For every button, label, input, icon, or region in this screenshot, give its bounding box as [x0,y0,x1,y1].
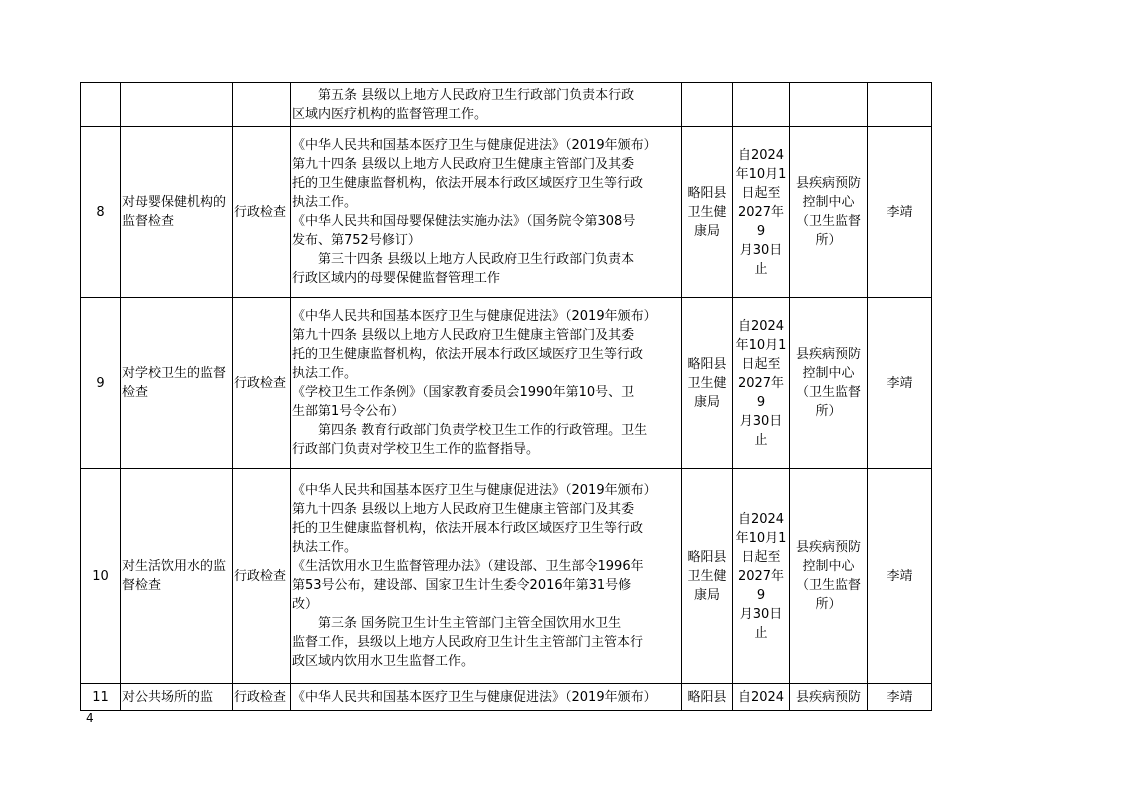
item-number-cell [81,469,121,684]
period-line: 年10月1 [735,530,787,546]
table-body [81,83,932,711]
item-number: 9 [96,375,105,391]
agency-line: 康局 [693,394,720,410]
legal-basis-line: 行政部门负责对学校卫生工作的监督指导。 [292,442,540,457]
period-line: 自2024 [737,318,785,334]
page-number: 4 [86,711,94,725]
legal-basis-line: 托的卫生健康监督机构，依法开展本行政区域医疗卫生等行政 [292,176,644,191]
item-name-cell [121,127,233,298]
period-line: 月30日 [739,606,783,622]
item-name-cell [121,83,233,127]
period-cell [733,298,790,469]
period-line: 自2024 [737,511,785,527]
item-number: 8 [96,204,105,220]
legal-basis-line: 执法工作。 [292,195,358,210]
legal-basis-line: 《中华人民共和国基本医疗卫生与健康促进法》（2019年颁布） [292,483,657,498]
legal-basis-line: 执法工作。 [292,540,358,555]
agency-line: 略阳县 [687,689,727,705]
legal-basis-line: 《中华人民共和国基本医疗卫生与健康促进法》（2019年颁布） [292,309,657,324]
legal-basis-line: 《生活饮用水卫生监督管理办法》（建设部、卫生部令1996年 [292,559,644,574]
responsible-person: 李靖 [886,689,913,705]
agency-cell [682,127,733,298]
legal-basis-line: 区域内医疗机构的监督管理工作。 [292,106,488,122]
period-line: 年10月1 [735,337,787,353]
legal-basis-line: 生部第1号令公布） [292,404,405,419]
agency-line: 略阳县 [687,356,727,372]
period-line: 止 [754,625,768,641]
period-line: 2027年9 [737,375,785,410]
legal-basis-cell [291,684,682,711]
legal-basis-line: 监督工作，县级以上地方人民政府卫生计生主管部门主管本行 [292,635,644,650]
period-cell [733,83,790,127]
inspection-category: 行政检查 [234,204,287,220]
legal-basis-line: 政区域内饮用水卫生监督工作。 [292,654,475,669]
item-name: 对生活饮用水的监督检查 [122,559,227,593]
inspection-items-table [80,82,932,711]
unit-cell [790,684,868,711]
legal-basis-line: 第三条 国务院卫生计生主管部门主管全国饮用水卫生 [318,616,622,631]
inspection-category-cell [233,298,291,469]
item-number: 10 [92,568,109,584]
period-line: 月30日 [739,242,783,258]
period-line: 自2024 [737,147,785,163]
agency-cell [682,469,733,684]
responsible-person-cell [868,684,932,711]
agency-line: 康局 [693,587,720,603]
period-line: 止 [754,432,768,448]
legal-basis-line: 《中华人民共和国基本医疗卫生与健康促进法》（2019年颁布） [292,138,657,153]
period-cell [733,127,790,298]
unit-line: 县疾病预防 [795,689,861,705]
legal-basis-line: 第五条 县级以上地方人民政府卫生行政部门负责本行政 [318,87,635,103]
unit-line: （卫生监督 [795,578,861,593]
period-line: 2027年9 [737,568,785,603]
item-name: 对学校卫生的监督检查 [122,366,227,400]
unit-cell [790,298,868,469]
table-row [81,684,932,711]
responsible-person-cell [868,83,932,127]
legal-basis-cell [291,469,682,684]
responsible-person: 李靖 [886,568,913,584]
unit-line: 所） [815,233,842,248]
legal-basis-line: 第四条 教育行政部门负责学校卫生工作的行政管理。卫生 [318,423,648,438]
responsible-person: 李靖 [886,375,913,391]
agency-cell [682,684,733,711]
agency-line: 略阳县 [687,185,727,201]
legal-basis-line: 第九十四条 县级以上地方人民政府卫生健康主管部门及其委 [292,502,635,517]
unit-line: （卫生监督 [795,385,861,400]
inspection-category-cell [233,127,291,298]
inspection-category: 行政检查 [234,375,287,391]
legal-basis-line: 《中华人民共和国母婴保健法实施办法》（国务院令第308号 [292,214,636,229]
legal-basis-line: 托的卫生健康监督机构，依法开展本行政区域医疗卫生等行政 [292,347,644,362]
table-row [81,469,932,684]
table-row [81,127,932,298]
unit-line: 控制中心 [802,559,855,574]
inspection-category-cell [233,469,291,684]
unit-cell [790,127,868,298]
legal-basis-line: 《中华人民共和国基本医疗卫生与健康促进法》（2019年颁布） [292,689,657,705]
unit-line: 县疾病预防 [795,176,861,191]
legal-basis-line: 发布、第752号修订） [292,233,421,248]
inspection-category-cell [233,83,291,127]
agency-line: 卫生健 [687,568,727,584]
item-name-cell [121,684,233,711]
period-line: 止 [754,261,768,277]
legal-basis-line: 第九十四条 县级以上地方人民政府卫生健康主管部门及其委 [292,328,635,343]
legal-basis-line: 行政区域内的母婴保健监督管理工作 [292,271,501,286]
legal-basis-cell [291,127,682,298]
legal-basis-line: 第三十四条 县级以上地方人民政府卫生行政部门负责本 [318,252,635,267]
item-number: 11 [92,689,109,705]
unit-line: 所） [815,597,842,612]
period-cell [733,469,790,684]
period-line: 2027年9 [737,204,785,239]
item-name-cell [121,469,233,684]
unit-line: （卫生监督 [795,214,861,229]
legal-basis-cell [291,83,682,127]
legal-basis-cell [291,298,682,469]
period-line: 日起至 [741,185,781,201]
item-name: 对母婴保健机构的监督检查 [122,195,227,229]
agency-line: 卫生健 [687,375,727,391]
item-number-cell [81,127,121,298]
unit-cell [790,469,868,684]
period-cell [733,684,790,711]
inspection-category-cell [233,684,291,711]
responsible-person-cell [868,127,932,298]
period-line: 自2024 [737,689,785,705]
period-line: 日起至 [741,356,781,372]
item-number-cell [81,83,121,127]
table-row [81,83,932,127]
agency-line: 康局 [693,223,720,239]
agency-line: 卫生健 [687,204,727,220]
responsible-person-cell [868,469,932,684]
table-row [81,298,932,469]
inspection-category: 行政检查 [234,689,287,705]
agency-cell [682,83,733,127]
agency-cell [682,298,733,469]
period-line: 年10月1 [735,166,787,182]
unit-line: 县疾病预防 [795,347,861,362]
unit-line: 县疾病预防 [795,540,861,555]
unit-line: 控制中心 [802,366,855,381]
item-name: 对公共场所的监 [122,689,214,705]
legal-basis-line: 执法工作。 [292,366,358,381]
legal-basis-line: 《学校卫生工作条例》（国家教育委员会1990年第10号、卫 [292,385,635,400]
inspection-category: 行政检查 [234,568,287,584]
agency-line: 略阳县 [687,549,727,565]
unit-line: 所） [815,404,842,419]
responsible-person: 李靖 [886,204,913,220]
period-line: 月30日 [739,413,783,429]
period-line: 日起至 [741,549,781,565]
responsible-person-cell [868,298,932,469]
legal-basis-line: 第53号公布，建设部、国家卫生计生委令2016年第31号修 [292,578,632,593]
item-number-cell [81,684,121,711]
item-number-cell [81,298,121,469]
legal-basis-line: 改） [292,597,319,612]
unit-cell [790,83,868,127]
unit-line: 控制中心 [802,195,855,210]
legal-basis-line: 托的卫生健康监督机构，依法开展本行政区域医疗卫生等行政 [292,521,644,536]
legal-basis-line: 第九十四条 县级以上地方人民政府卫生健康主管部门及其委 [292,157,635,172]
item-name-cell [121,298,233,469]
